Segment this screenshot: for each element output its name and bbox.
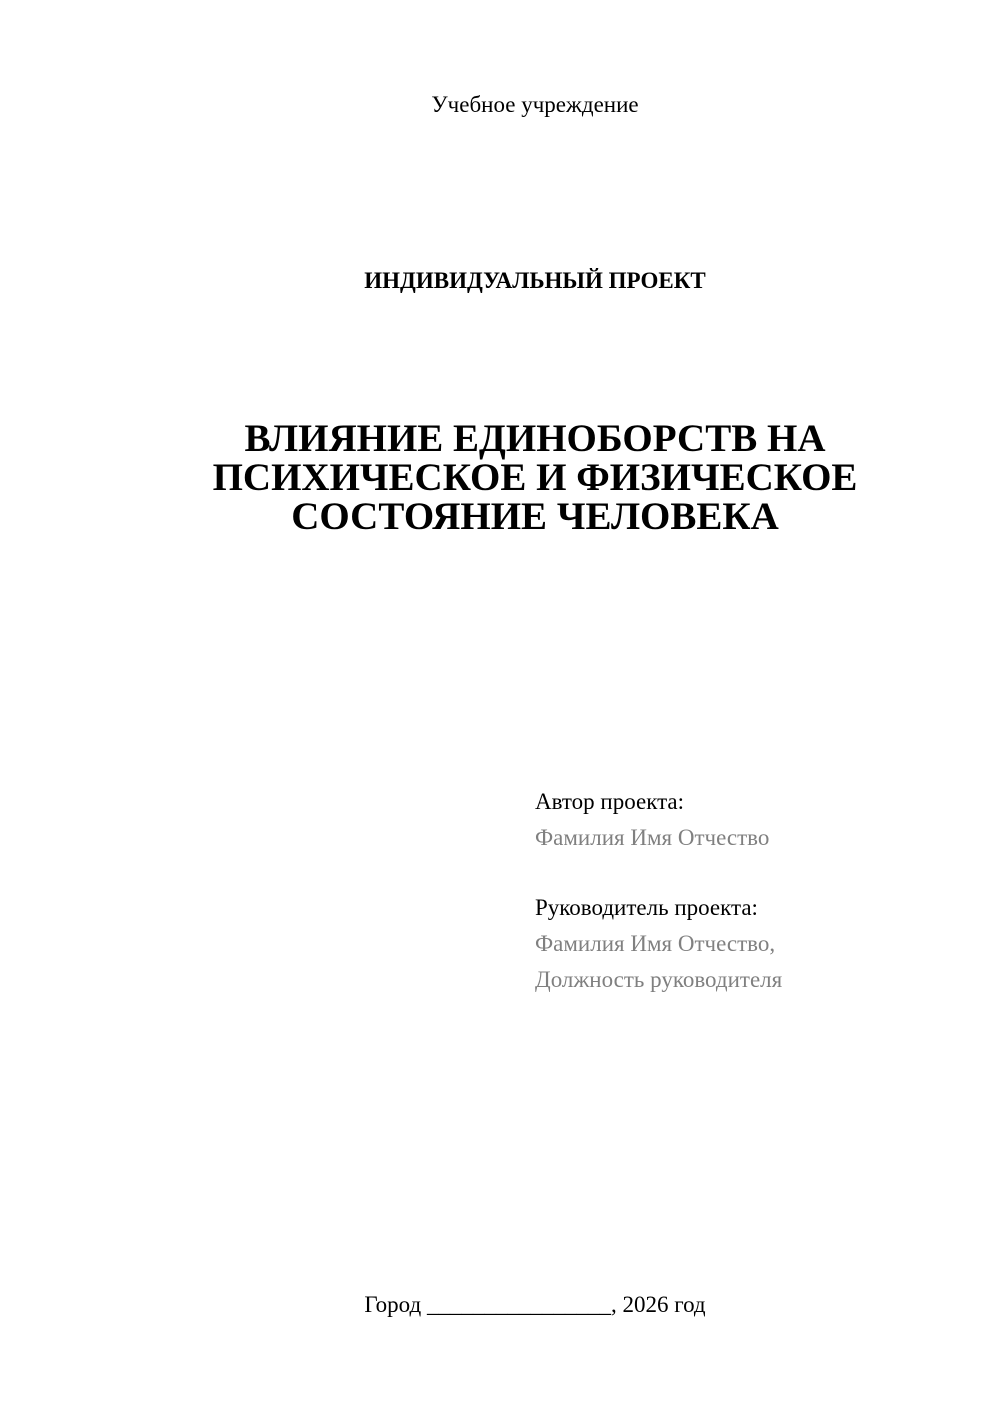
document-type: ИНДИВИДУАЛЬНЫЙ ПРОЕКТ bbox=[364, 268, 706, 293]
project-title-line: ВЛИЯНИЕ ЕДИНОБОРСТВ НА bbox=[244, 417, 826, 460]
institution-name: Учебное учреждение bbox=[431, 92, 639, 117]
author-label: Автор проекта: bbox=[535, 789, 684, 814]
author-name: Фамилия Имя Отчество bbox=[535, 825, 770, 850]
supervisor-position: Должность руководителя bbox=[535, 967, 783, 992]
project-title-line: СОСТОЯНИЕ ЧЕЛОВЕКА bbox=[291, 495, 779, 538]
supervisor-label: Руководитель проекта: bbox=[535, 895, 758, 920]
supervisor-name: Фамилия Имя Отчество, bbox=[535, 931, 776, 956]
supervisor-block bbox=[535, 890, 975, 998]
project-title bbox=[85, 419, 985, 536]
author-block bbox=[535, 784, 975, 856]
project-title-line: ПСИХИЧЕСКОЕ И ФИЗИЧЕСКОЕ bbox=[212, 456, 858, 499]
city-year: Город ________________, 2026 год bbox=[364, 1292, 706, 1317]
